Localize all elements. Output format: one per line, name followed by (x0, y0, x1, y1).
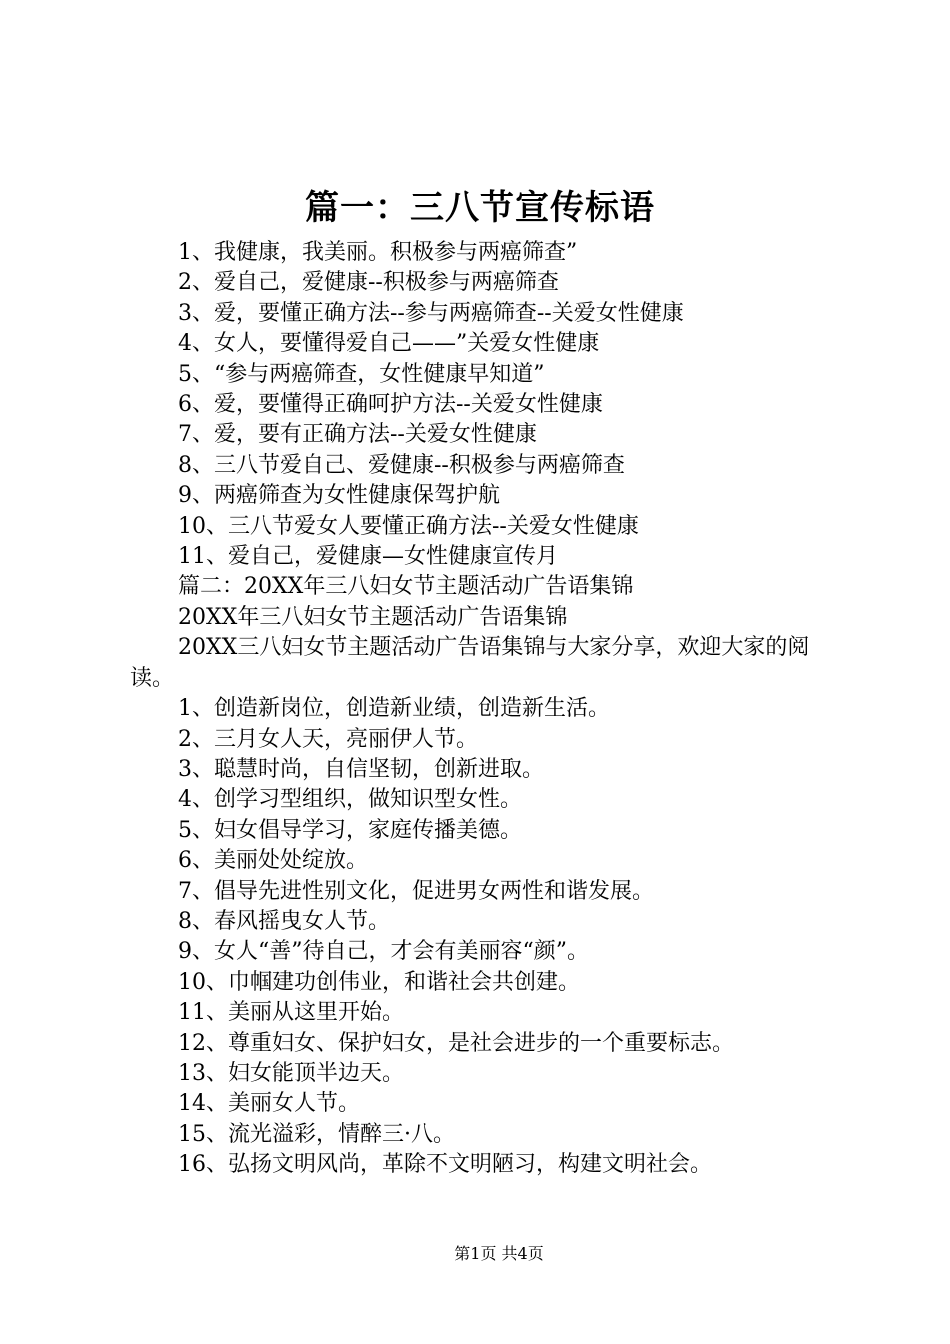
text-line: 1、我健康，我美丽。积极参与两癌筛查” (178, 240, 578, 265)
slogan-line: 13、妇女能顶半边天。 (178, 1060, 404, 1086)
text-line: 2、爱自己，爱健康--积极参与两癌筛查 (178, 270, 559, 296)
slogan-line: 11、美丽从这里开始。 (178, 1000, 404, 1026)
document-body (130, 238, 830, 1181)
slogan-line: 5、妇女倡导学习，家庭传播美德。 (178, 817, 522, 843)
text-line: 8、三八节爱自己、爱健康--积极参与两癌筛查 (178, 452, 625, 478)
slogan-line: 2、三月女人天，亮丽伊人节。 (178, 726, 478, 752)
slogan-line: 7、倡导先进性别文化，促进男女两性和谐发展。 (178, 878, 654, 904)
slogan-line: 4、创学习型组织，做知识型女性。 (178, 787, 522, 813)
section-subheading: 20XX年三八妇女节主题活动广告语集锦 (178, 604, 568, 630)
text-line: 11、爱自己，爱健康—女性健康宣传月 (178, 544, 558, 570)
text-line: 3、爱，要懂正确方法--参与两癌筛查--关爱女性健康 (178, 300, 684, 326)
slogan-line: 8、春风摇曳女人节。 (178, 908, 390, 934)
document-title: 篇一：三八节宣传标语 (305, 188, 655, 228)
slogan-line: 10、巾帼建功创伟业，和谐社会共创建。 (178, 969, 580, 995)
slogan-line: 12、尊重妇女、保护妇女，是社会进步的一个重要标志。 (178, 1030, 734, 1056)
text-line: 9、两癌筛查为女性健康保驾护航 (178, 483, 500, 509)
page-footer: 第1页 共4页 (454, 1244, 544, 1263)
slogan-line: 6、美丽处处绽放。 (178, 848, 368, 874)
slogan-line: 14、美丽女人节。 (178, 1091, 360, 1117)
slogan-line: 9、女人“善”待自己，才会有美丽容“颜”。 (178, 939, 589, 965)
text-line: 10、三八节爱女人要懂正确方法--关爱女性健康 (178, 513, 639, 539)
slogan-line: 3、聪慧时尚，自信坚韧，创新进取。 (178, 756, 544, 782)
text-line: 7、爱，要有正确方法--关爱女性健康 (178, 422, 537, 448)
intro-paragraph: 20XX三八妇女节主题活动广告语集锦与大家分享，欢迎大家的阅读。 (130, 635, 810, 691)
slogan-line: 15、流光溢彩，情醉三·八。 (178, 1121, 455, 1147)
text-line: 6、爱，要懂得正确呵护方法--关爱女性健康 (178, 392, 603, 418)
slogan-line: 16、弘扬文明风尚，革除不文明陋习，构建文明社会。 (178, 1152, 712, 1178)
text-line: 4、女人，要懂得爱自己——”关爱女性健康 (178, 331, 600, 357)
slogan-line: 1、创造新岗位，创造新业绩，创造新生活。 (178, 696, 610, 722)
section-heading: 篇二：20XX年三八妇女节主题活动广告语集锦 (178, 574, 634, 600)
text-line: 5、“参与两癌筛查，女性健康早知道” (178, 361, 545, 387)
